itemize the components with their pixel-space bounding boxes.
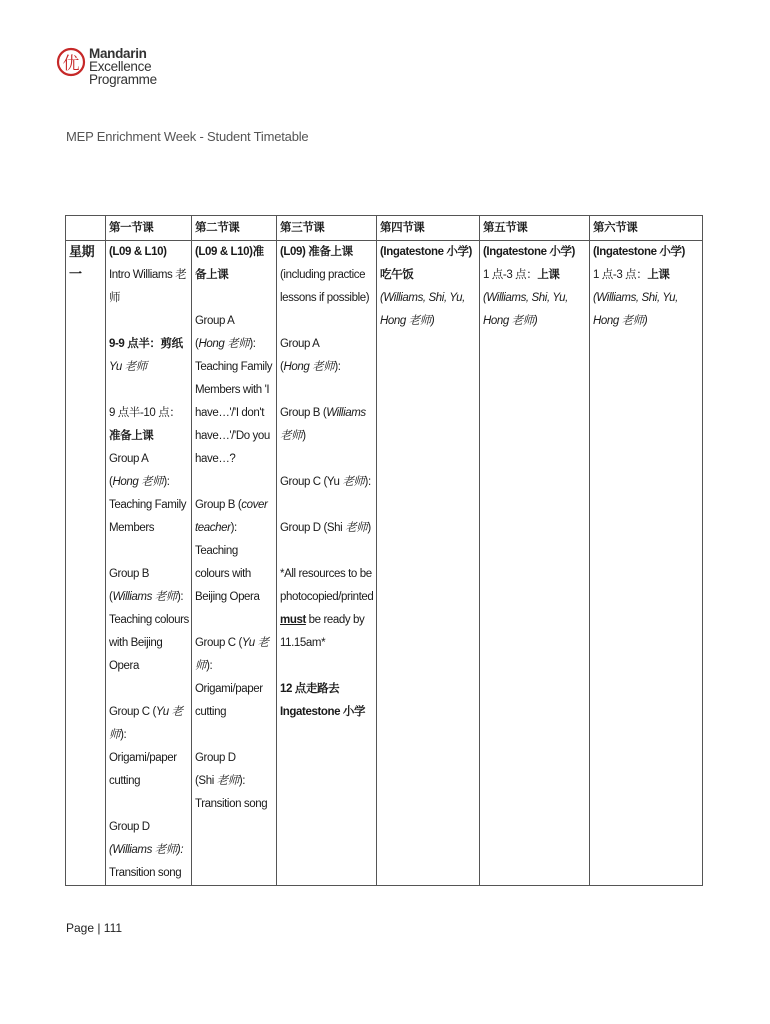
cell-period-2 (192, 241, 277, 886)
logo-line-2: Excellence (89, 59, 152, 74)
p2-group-d: Group D (195, 752, 236, 764)
p2-group-c-task: Origami/paper cutting (195, 683, 263, 718)
header-period-1: 第一节课 (106, 216, 192, 241)
logo-wordmark (89, 47, 157, 86)
page-number: Page | 111 (66, 921, 123, 935)
header-period-5: 第五节课 (480, 216, 590, 241)
cell-period-5 (480, 241, 590, 886)
logo-seal-icon (56, 44, 86, 94)
p3-depart-time: 12 点走路去 (280, 683, 340, 695)
day-cell: 星期一 (66, 241, 106, 886)
p3-practice: (including practice lessons if possible) (280, 269, 370, 304)
p5-teachers: (Williams, Shi, Yu, Hong 老师) (483, 292, 568, 327)
cell-period-1 (106, 241, 192, 886)
p3-group-a-teacher: (Hong 老师): (280, 361, 341, 373)
timetable (65, 215, 703, 886)
timetable-header-row (66, 216, 703, 241)
p6-teachers: (Williams, Shi, Yu, Hong 老师) (593, 292, 678, 327)
p2-group-a-teacher: (Hong 老师): (195, 338, 256, 350)
svg-text:优: 优 (62, 54, 80, 74)
p3-resources-note: *All resources to be photocopied/printed must be ready by 11.15am* (280, 568, 374, 649)
p1-group-a-teacher: (Hong 老师): (109, 476, 170, 488)
p6-time: 1 点-3 点：上课 (593, 269, 670, 281)
p3-depart-destination: Ingatestone 小学 (280, 706, 366, 718)
p3-prepare: (L09) 准备上课 (280, 246, 353, 258)
p1-papercut: 9-9 点半：剪纸 (109, 338, 183, 350)
p2-group-a: Group A (195, 315, 235, 327)
p1-group-a-task: Teaching Family Members (109, 499, 187, 534)
cell-period-6 (590, 241, 703, 886)
p5-location: (Ingatestone 小学) (483, 246, 575, 258)
p1-group-d-teacher: (Williams 老师): (109, 844, 184, 856)
cell-period-4 (377, 241, 480, 886)
logo-line-1: Mandarin (89, 46, 147, 61)
header-empty (66, 216, 106, 241)
p1-group-d-task: Transition song (109, 867, 182, 879)
header-period-4: 第四节课 (377, 216, 480, 241)
cell-period-3 (277, 241, 377, 886)
p1-intro: (L09 & L10) Intro Williams 老师 (109, 246, 187, 304)
p1-group-c-task: Origami/paper cutting (109, 752, 177, 787)
header-period-2: 第二节课 (192, 216, 277, 241)
p3-group-b: Group B (Williams 老师) (280, 407, 366, 442)
p1-time-2: 9 点半-10 点： (109, 407, 181, 419)
p1-prepare: 准备上课 (109, 430, 154, 442)
timetable-row-monday (66, 241, 703, 886)
logo-line-3: Programme (89, 72, 157, 87)
p3-group-d: Group D (Shi 老师) (280, 522, 371, 534)
p2-group-d-task: Transition song (195, 798, 268, 810)
header-period-3: 第三节课 (277, 216, 377, 241)
p2-group-d-teacher: (Shi 老师): (195, 775, 246, 787)
p1-group-d: Group D (109, 821, 150, 833)
p6-location: (Ingatestone 小学) (593, 246, 685, 258)
document-title: MEP Enrichment Week - Student Timetable (66, 129, 309, 144)
p1-group-a: Group A (109, 453, 149, 465)
p5-time: 1 点-3 点：上课 (483, 269, 560, 281)
p2-prepare: (L09 & L10)准备上课 (195, 246, 264, 281)
p1-group-b: Group B (Williams 老师): Teaching colours with Beijing Opera (109, 568, 189, 672)
p1-group-c: Group C (Yu 老师): (109, 706, 183, 741)
p1-papercut-teacher: Yu 老师 (109, 361, 147, 373)
p3-group-c: Group C (Yu 老师): (280, 476, 371, 488)
p4-teachers: (Williams, Shi, Yu, Hong 老师) (380, 292, 465, 327)
header-period-6: 第六节课 (590, 216, 703, 241)
p2-group-b: Group B (cover teacher): Teaching colours with Beijing Opera (195, 499, 268, 603)
p3-group-a: Group A (280, 338, 320, 350)
mep-logo (56, 44, 157, 94)
p2-group-a-task: Teaching Family Members with 'I have…'/'I don't have…'/'Do you have…? (195, 361, 273, 465)
p2-group-c: Group C (Yu 老师): (195, 637, 269, 672)
p4-lunch: (Ingatestone 小学) 吃午饭 (380, 246, 472, 281)
